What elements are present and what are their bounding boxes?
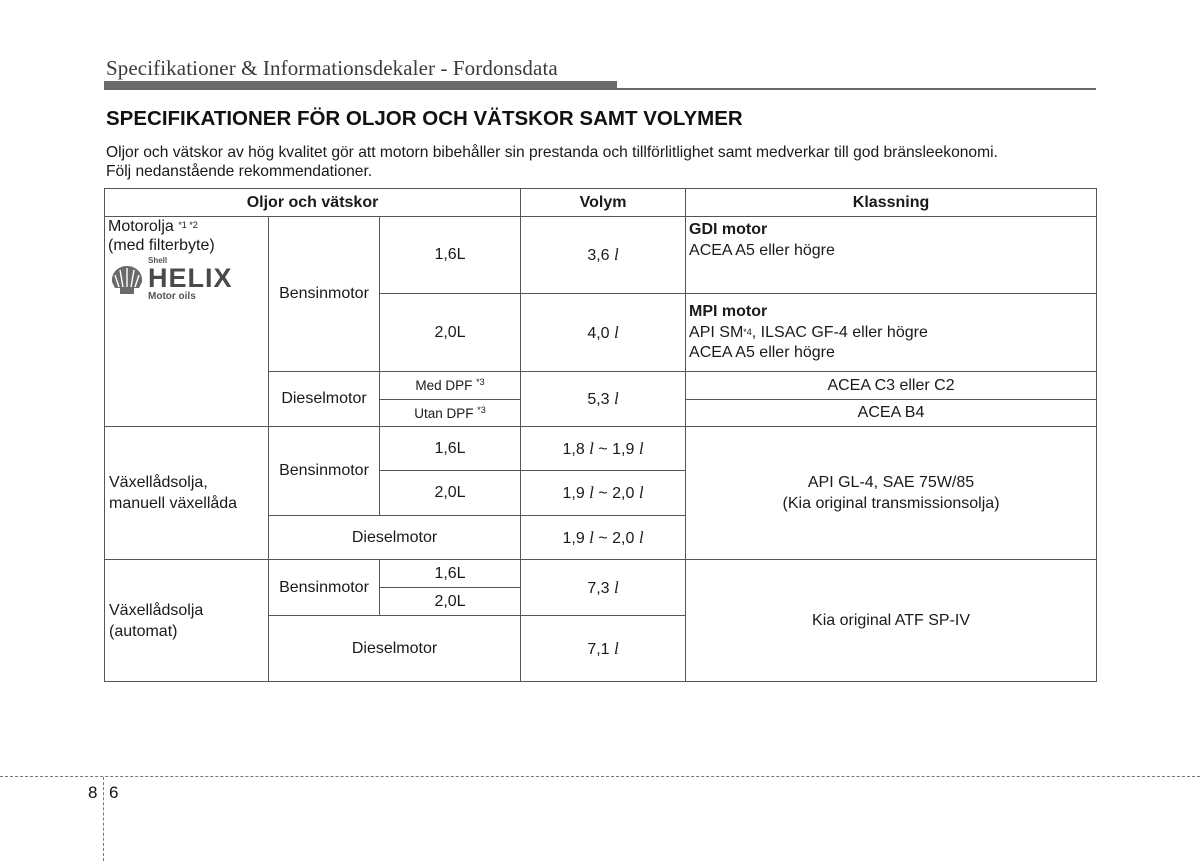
auto-diesel-volume: 7,1 l [521, 616, 686, 682]
header-rule-thin [104, 88, 1096, 90]
manual-16-volume: 1,8 l ~ 1,9 l [521, 427, 686, 471]
engine-oil-16-volume: 3,6 l [521, 217, 686, 294]
header-volume: Volym [521, 189, 686, 217]
auto-16-displacement: 1,6L [380, 560, 521, 588]
engine-oil-20-volume: 4,0 l [521, 294, 686, 372]
page-header-title: Specifikationer & Informationsdekaler - Fordonsdata [106, 56, 558, 80]
table-row [105, 560, 1097, 588]
auto-diesel-cell: Dieselmotor [269, 616, 521, 682]
auto-20-displacement: 2,0L [380, 588, 521, 616]
page-number: 6 [109, 783, 119, 802]
gdi-spec: ACEA A5 eller högre [689, 241, 835, 259]
engine-oil-label: Motorolja [108, 218, 174, 235]
manual-trans-cell: Växellådsolja, manuell växellåda [105, 427, 269, 560]
engine-oil-diesel-volume: 5,3 l [521, 372, 686, 427]
manual-16-displacement: 1,6L [380, 427, 521, 471]
intro-paragraph [106, 143, 1106, 181]
intro-line-2: Följ nedanstående rekommendationer. [106, 163, 373, 180]
dpf-with-classification: ACEA C3 eller C2 [686, 372, 1097, 400]
auto-gasoline-volume: 7,3 l [521, 560, 686, 616]
intro-line-1: Oljor och vätskor av hög kvalitet gör att motorn bibehåller sin prestanda och tillförlitlighet samt medverkar till god bränsleekonomi. [106, 144, 998, 161]
footer-vertical-divider [103, 777, 104, 861]
dpf-without-cell: Utan DPF $^{*3}$ [380, 400, 521, 427]
header-classification: Klassning [686, 189, 1097, 217]
shell-pecten-icon [110, 264, 144, 296]
table-row [105, 217, 1097, 294]
manual-20-volume: 1,9 l ~ 2,0 l [521, 471, 686, 516]
mpi-spec-2: ACEA A5 eller högre [689, 344, 835, 361]
gdi-classification [686, 217, 1097, 294]
auto-trans-cell: Växellådsolja (automat) [105, 560, 269, 682]
manual-gasoline-cell: Bensinmotor [269, 427, 380, 516]
auto-gasoline-cell: Bensinmotor [269, 560, 380, 616]
chapter-number: 8 [88, 783, 98, 802]
engine-oil-gasoline-cell: Bensinmotor [269, 217, 380, 372]
mpi-classification [686, 294, 1097, 372]
engine-oil-cell [105, 217, 269, 427]
mpi-title: MPI motor [689, 303, 768, 320]
mpi-spec-1: API SM$^{*4}$, ILSAC GF-4 eller högre [689, 323, 928, 341]
manual-classification: API GL-4, SAE 75W/85 (Kia original transmissionsolja) [686, 427, 1097, 560]
manual-diesel-volume: 1,9 l ~ 2,0 l [521, 516, 686, 560]
table-header-row [105, 189, 1097, 217]
section-title: SPECIFIKATIONER FÖR OLJOR OCH VÄTSKOR SAMT VOLYMER [106, 107, 743, 130]
engine-oil-diesel-cell: Dieselmotor [269, 372, 380, 427]
manual-diesel-cell: Dieselmotor [269, 516, 521, 560]
helix-wordmark: Shell HELIX Motor oils [148, 256, 233, 302]
engine-oil-sublabel: (med filterbyte) [108, 237, 215, 254]
auto-classification: Kia original ATF SP-IV [686, 560, 1097, 682]
header-rule-thick [104, 81, 617, 88]
engine-oil-20-displacement: 2,0L [380, 294, 521, 372]
dpf-with-cell: Med DPF $^{*3}$ [380, 372, 521, 400]
manual-20-displacement: 2,0L [380, 471, 521, 516]
gdi-title: GDI motor [689, 221, 768, 238]
fluid-spec-table [104, 188, 1097, 682]
engine-oil-footnote: *1 *2 [178, 220, 198, 230]
dpf-without-classification: ACEA B4 [686, 400, 1097, 427]
header-fluids: Oljor och vätskor [105, 189, 521, 217]
table-row [105, 427, 1097, 471]
engine-oil-16-displacement: 1,6L [380, 217, 521, 294]
shell-helix-logo [110, 257, 268, 302]
footer-divider [0, 776, 1200, 777]
